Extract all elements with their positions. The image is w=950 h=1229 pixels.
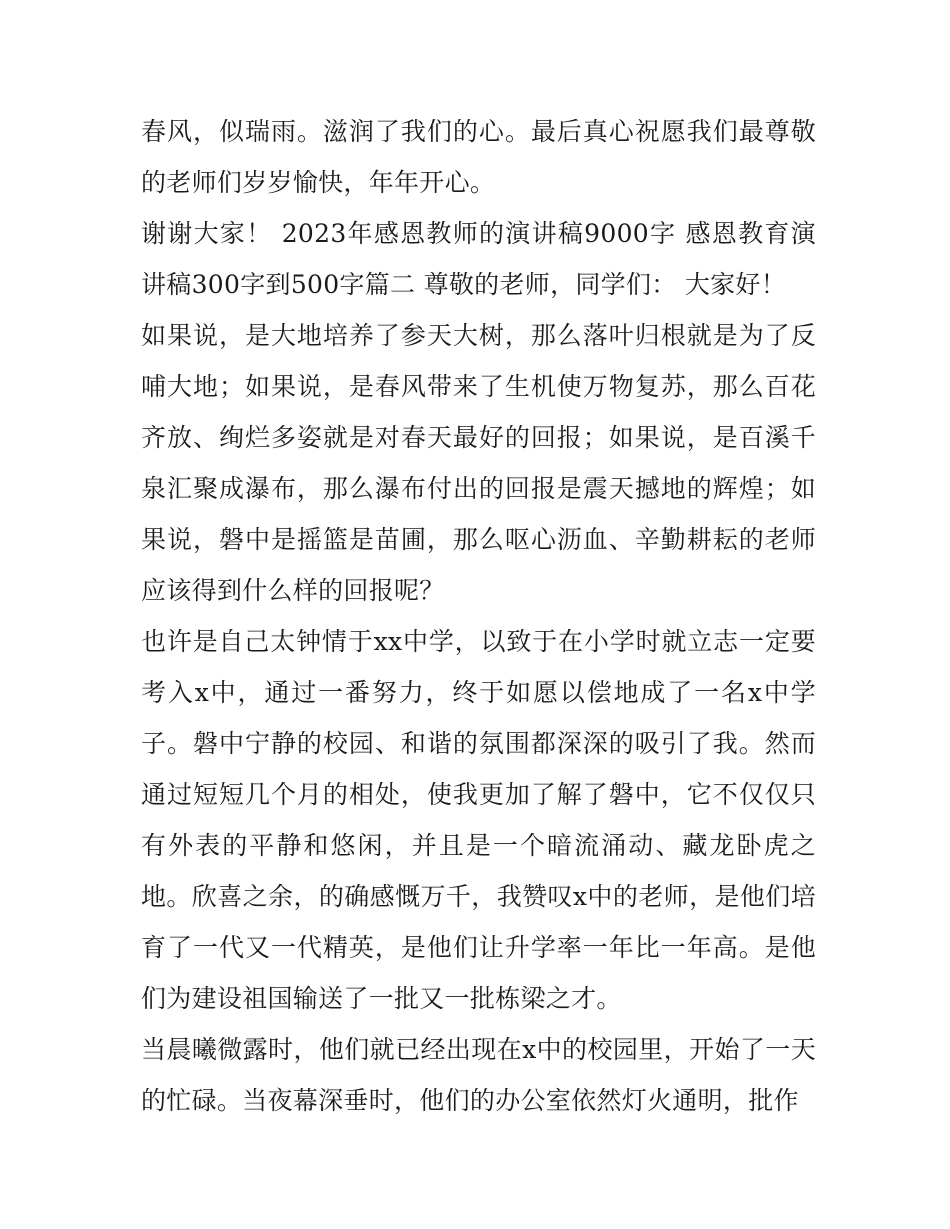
document-body — [141, 106, 816, 1126]
paragraph-3: 如果说，是大地培养了参天大树，那么落叶归根就是为了反哺大地；如果说，是春风带来了生机使万物复苏，那么百花齐放、绚烂多姿就是对春天最好的回报；如果说，是百溪千泉汇聚成瀑布，那么瀑布付出的回报是震天撼地的辉煌；如果说，磐中是摇篮是苗圃，那么呕心沥血、辛勤耕耘的老师应该得到什么样的回报呢？ — [141, 321, 816, 605]
paragraph-1: 春风，似瑞雨。滋润了我们的心。最后真心祝愿我们最尊敬的老师们岁岁愉快，年年开心。 — [141, 117, 816, 197]
paragraph-2: 谢谢大家！ 2023年感恩教师的演讲稿9000字 感恩教育演讲稿300字到500字篇二 尊敬的老师，同学们： 大家好！ — [141, 219, 816, 299]
paragraph-5: 当晨曦微露时，他们就已经出现在x中的校园里，开始了一天的忙碌。当夜幕深垂时，他们的办公室依然灯火通明，批作 — [141, 1035, 816, 1115]
paragraph-4: 也许是自己太钟情于xx中学，以致于在小学时就立志一定要考入x中，通过一番努力，终于如愿以偿地成了一名x中学子。磐中宁静的校园、和谐的氛围都深深的吸引了我。然而通过短短几个月的相处，使我更加了解了磐中，它不仅仅只有外表的平静和悠闲，并且是一个暗流涌动、藏龙卧虎之地。欣喜之余，的确感慨万千，我赞叹x中的老师，是他们培育了一代又一代精英，是他们让升学率一年比一年高。是他们为建设祖国输送了一批又一批栋梁之才。 — [141, 627, 816, 1013]
